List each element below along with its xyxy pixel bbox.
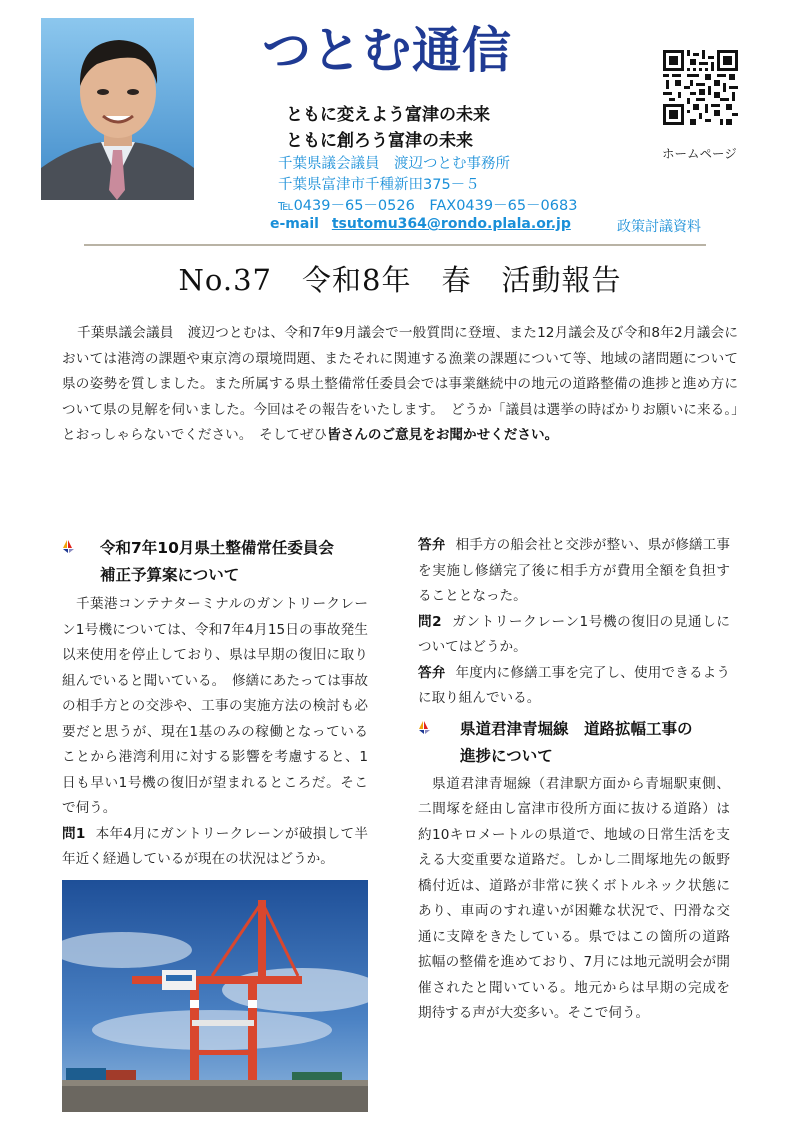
q2-label: 問2: [418, 613, 442, 630]
q1-text: 本年4月にガントリークレーンが破損して半年近く経過しているが現在の状況はどうか。: [62, 825, 368, 867]
section1-body: 千葉港コンテナターミナルのガントリークレーン1号機については、令和7年4月15日の事故発生以来使用を停止しており、県は早期の復旧に取り組んでいると聞いている。 修繕にあたっては事故の相手方との交渉や、工事の実施方法の検討も必要だと思うが、現在1基のみの稼働となっていることから港湾利用に対する影響を考慮すると、1日も早い1号機の復旧が望まれるところだ。そこで伺う。: [62, 596, 368, 816]
left-column: [62, 535, 368, 873]
bullet-icon: [418, 720, 436, 738]
qr-code[interactable]: [663, 50, 738, 125]
office-name: 千葉県議会議員 渡辺つとむ事務所: [278, 156, 510, 172]
gantry-crane-photo-icon: [62, 880, 368, 1112]
question-2: [418, 610, 730, 661]
answer-1: [418, 533, 730, 610]
section2-heading-line1: 県道君津青堀線 道路拡幅工事の: [460, 719, 693, 738]
a1-label: 答弁: [418, 537, 446, 553]
q2-text: ガントリークレーン1号機の復旧の見通しについてはどうか。: [418, 613, 730, 655]
policy-note: 政策討議資料: [617, 219, 701, 235]
section1-heading-line1: 令和7年10月県土整備常任委員会: [100, 539, 334, 557]
homepage-label: ホームページ: [662, 146, 737, 161]
q1-label: 問1: [62, 825, 86, 842]
section2-heading: [418, 716, 730, 770]
slogan-line-1: ともに変えよう富津の未来: [286, 105, 490, 125]
intro-paragraph: [62, 321, 738, 449]
section1-heading-line2: 補正予算案について: [100, 566, 240, 584]
section1-heading: [62, 535, 368, 589]
newsletter-title: つとむ通信: [262, 22, 513, 79]
gantry-crane-photo: [62, 880, 368, 1112]
intro-bold-tail: 皆さんのご意見をお聞かせください。: [327, 427, 559, 443]
email-row: [270, 216, 571, 232]
qr-code-icon: [663, 50, 738, 125]
a2-label: 答弁: [418, 664, 446, 681]
report-title: No.37 令和8年 春 活動報告: [178, 263, 622, 297]
intro-text: 千葉県議会議員 渡辺つとむは、令和7年9月議会で一般質問に登壇、また12月議会及び令和8年2月議会においては港湾の課題や東京湾の環境問題、またそれに関連する漁業の課題について等、地域の諸問題について県の姿勢を質しました。また所属する県土整備常任委員会では事業継続中の地元の道路整備の進捗と進め方について県の見解を伺いました。今回はその報告をいたします。 どうか「議員は選挙の時ばかりお願いに来る。」とおっしゃらないでください。 そしてぜひ: [62, 325, 738, 443]
email-link[interactable]: tsutomu364@rondo.plala.or.jp: [331, 216, 571, 232]
slogan-line-2: ともに創ろう富津の未来: [286, 131, 473, 151]
section2-heading-line2: 進捗について: [460, 746, 553, 765]
right-column: [418, 533, 730, 1027]
question-1: [62, 822, 368, 873]
a2-text: 年度内に修繕工事を完了し、使用できるように取り組んでいる。: [418, 664, 730, 706]
phone-fax: ℡0439－65－0526 FAX0439－65－0683: [278, 198, 578, 214]
answer-2: [418, 661, 730, 712]
header-divider: [84, 244, 706, 246]
office-address: 千葉県富津市千種新田375－５: [278, 177, 480, 193]
email-label: e-mail: [270, 216, 319, 232]
bullet-icon: [62, 539, 80, 557]
a1-text: 相手方の船会社と交渉が整い、県が修繕工事を実施し修繕完了後に相手方が費用全額を負担することとなった。: [418, 537, 730, 604]
portrait-icon: [41, 18, 194, 200]
portrait-photo: [41, 18, 194, 200]
section2-body: 県道君津青堀線（君津駅方面から青堀駅東側、二間塚を経由し富津市役所方面に抜ける道路）は約10キロメートルの県道で、地域の日常生活を支える大変重要な道路だ。しかし二間塚地先の飯野橋付近は、道路が非常に狭くボトルネック状態にあり、車両のすれ違いが困難な状況で、円滑な交通に支障をきたしている。県ではこの箇所の道路拡幅の整備を進めており、7月には地元説明会が開催されたと聞いている。地元からは早期の完成を期待する声が大変多い。そこで伺う。: [418, 775, 730, 1021]
